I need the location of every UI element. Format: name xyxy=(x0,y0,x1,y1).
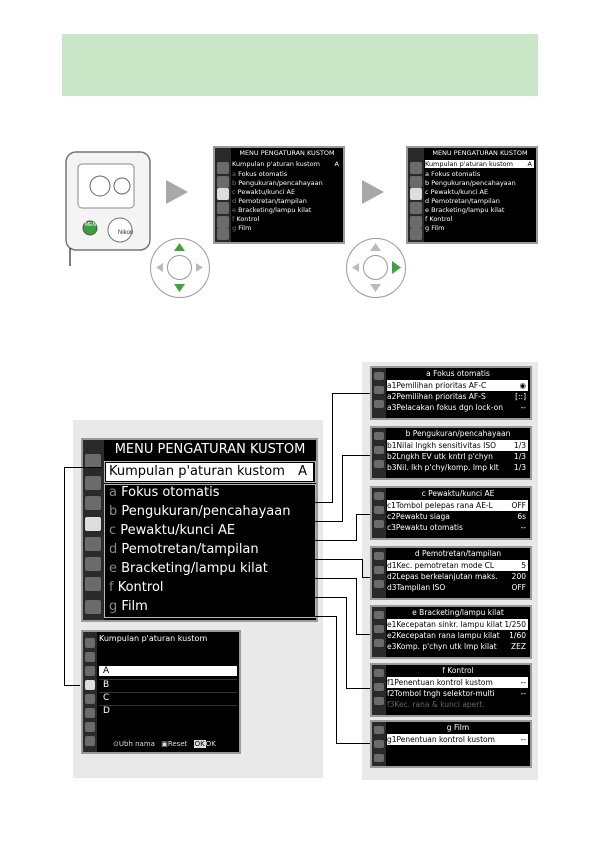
rename-icon: ⊙ xyxy=(113,740,119,748)
main-menu-item[interactable]: b Pengukuran/pencahayaan xyxy=(109,504,291,519)
ok-icon: OK xyxy=(194,740,205,748)
submenu-row[interactable]: f3Kec. rana & kunci apert. xyxy=(387,700,485,709)
arrow-right-icon xyxy=(166,180,188,209)
submenu-screen xyxy=(370,486,532,540)
my-menu-icon xyxy=(85,577,101,591)
connector-line xyxy=(64,685,80,686)
submenu-row[interactable]: e2Kecepatan rana lampu kilat 1/60 xyxy=(387,631,526,640)
submenu-row[interactable]: f2Tombol tngh selektor-multi -- xyxy=(387,689,526,698)
small-menu-item[interactable]: e Bracketing/lampu kilat xyxy=(425,206,505,214)
shooting-menu-icon xyxy=(85,476,101,490)
small-menu-screen-2 xyxy=(406,146,538,244)
small-menu-item[interactable]: f Kontrol xyxy=(232,215,260,223)
connector-line xyxy=(362,559,363,577)
submenu-screen xyxy=(370,546,532,600)
submenu-title: f Kontrol xyxy=(442,666,474,675)
small-menu-title: MENU PENGATURAN KUSTOM xyxy=(239,149,335,157)
multi-selector-right-icon xyxy=(346,238,406,298)
small-menu-item[interactable]: a Fokus otomatis xyxy=(425,170,481,178)
submenu-title: b Pengukuran/pencahayaan xyxy=(405,429,511,438)
small-menu-item[interactable]: b Pengukuran/pencahayaan xyxy=(232,179,323,187)
submenu-row[interactable]: d3Tampilan ISO OFF xyxy=(387,583,526,592)
bank-menu-title: Kumpulan p'aturan kustom xyxy=(99,634,208,643)
main-menu-title: MENU PENGATURAN KUSTOM xyxy=(114,442,306,457)
small-menu-screen-1 xyxy=(213,146,345,244)
connector-line xyxy=(300,502,332,503)
help-icon xyxy=(85,736,95,746)
connector-line xyxy=(336,616,337,743)
submenu-screen xyxy=(370,720,532,768)
submenu-row[interactable]: c3Pewaktu otomatis -- xyxy=(387,523,526,532)
main-menu-item[interactable]: e Bracketing/lampu kilat xyxy=(109,561,268,576)
connector-line xyxy=(342,455,370,456)
small-menu-item[interactable]: g Film xyxy=(232,224,252,232)
connector-line xyxy=(300,597,346,598)
small-menu-title: MENU PENGATURAN KUSTOM xyxy=(432,149,528,157)
submenu-row[interactable]: d2Lepas berkelanjutan maks. 200 xyxy=(387,572,526,581)
submenu-row[interactable]: e3Komp. p'chyn utk lmp kilat ZEZ xyxy=(387,642,526,651)
bank-option-c[interactable]: C xyxy=(99,692,237,703)
pencil-icon xyxy=(85,680,95,690)
main-menu-bank-row[interactable]: Kumpulan p'aturan kustom A xyxy=(106,463,313,481)
main-menu-screen xyxy=(81,438,318,622)
submenu-row[interactable]: b3Nil. lkh p'chy/komp. lmp klt 1/3 xyxy=(387,463,526,472)
multi-selector-up-down-icon xyxy=(150,238,210,298)
submenu-row[interactable]: d1Kec. pemotretan mode CL 5 xyxy=(387,561,526,570)
connector-line xyxy=(64,467,65,685)
small-menu-bank-row[interactable]: Kumpulan p'aturan kustom A xyxy=(232,160,339,168)
small-menu-item[interactable]: c Pewaktu/kunci AE xyxy=(232,188,296,196)
submenu-row[interactable]: e1Kecepatan sinkr. lampu kilat 1/250 xyxy=(387,620,526,629)
submenu-row[interactable]: a1Pemilihan prioritas AF-C ◉ xyxy=(387,381,526,390)
submenu-row[interactable]: a2Pemilihan prioritas AF-S [::] xyxy=(387,392,526,401)
submenu-row[interactable]: b1Nilai lngkh sensitivitas ISO 1/3 xyxy=(387,441,526,450)
bank-row-outline xyxy=(104,461,316,483)
submenu-screen xyxy=(370,366,532,420)
connector-line xyxy=(300,521,342,522)
connector-line xyxy=(356,634,370,635)
submenu-title: d Pemotretan/tampilan xyxy=(414,549,502,558)
pencil-icon xyxy=(410,188,422,200)
bank-menu-footer: ⊙Ubh nama ▣Reset OKOK xyxy=(113,740,216,748)
pencil-icon xyxy=(217,188,229,200)
reset-icon: ▣ xyxy=(161,740,168,748)
small-menu-item[interactable]: d Pemotretan/tampilan xyxy=(232,197,307,205)
main-menu-item[interactable]: a Fokus otomatis xyxy=(109,485,220,500)
connector-line xyxy=(64,467,102,468)
connector-line xyxy=(300,559,362,560)
submenu-row[interactable]: f1Penentuan kontrol kustom -- xyxy=(387,678,526,687)
small-menu-item[interactable]: d Pemotretan/tampilan xyxy=(425,197,500,205)
bank-menu-screen xyxy=(81,630,241,754)
submenu-row[interactable]: a3Pelacakan fokus dgn lock-on -- xyxy=(387,403,526,412)
small-menu-bank-row[interactable]: Kumpulan p'aturan kustom A xyxy=(425,160,532,168)
submenu-screen xyxy=(370,605,532,659)
submenu-title: c Pewaktu/kunci AE xyxy=(421,489,495,498)
small-menu-item[interactable]: e Bracketing/lampu kilat xyxy=(232,206,312,214)
retouch-icon xyxy=(85,557,101,571)
connector-line xyxy=(300,540,356,541)
connector-line xyxy=(346,688,370,689)
small-menu-item[interactable]: a Fokus otomatis xyxy=(232,170,288,178)
connector-line xyxy=(356,578,357,634)
connector-line xyxy=(300,578,356,579)
connector-line xyxy=(356,514,357,541)
help-icon xyxy=(85,600,101,614)
connector-line xyxy=(342,455,343,522)
submenu-row[interactable]: g1Penentuan kontrol kustom -- xyxy=(387,735,526,744)
camera-menu-button-label: MENU xyxy=(85,222,100,228)
main-menu-item[interactable]: d Pemotretan/tampilan xyxy=(109,542,259,557)
pencil-icon xyxy=(85,517,101,531)
camera-illustration xyxy=(62,148,154,274)
bank-option-b[interactable]: B xyxy=(99,679,237,690)
small-menu-item[interactable]: c Pewaktu/kunci AE xyxy=(425,188,489,196)
arrow-right-icon xyxy=(362,180,384,209)
bank-option-a[interactable]: A xyxy=(99,666,237,676)
main-menu-item[interactable]: f Kontrol xyxy=(109,580,164,595)
connector-line xyxy=(332,393,333,503)
connector-line xyxy=(362,577,370,578)
connector-line xyxy=(356,514,370,515)
small-menu-item[interactable]: g Film xyxy=(425,224,445,232)
movie-menu-icon xyxy=(85,496,101,510)
connector-line xyxy=(336,743,370,744)
connector-line xyxy=(346,597,347,688)
wrench-icon xyxy=(85,537,101,551)
connector-line xyxy=(300,616,336,617)
items-outline xyxy=(104,484,316,618)
header-banner xyxy=(62,34,538,96)
submenu-title: g Film xyxy=(446,723,470,732)
submenu-screen xyxy=(370,426,532,480)
connector-line xyxy=(332,393,370,394)
submenu-title: a Fokus otomatis xyxy=(426,369,490,378)
submenu-screen xyxy=(370,663,532,717)
bank-option-d[interactable]: D xyxy=(99,705,237,716)
submenu-row[interactable]: c1Tombol pelepas rana AE-L OFF xyxy=(387,501,526,510)
main-menu-item[interactable]: c Pewaktu/kunci AE xyxy=(109,523,236,538)
main-menu-item[interactable]: g Film xyxy=(109,599,148,614)
submenu-row[interactable]: c2Pewaktu siaga 6s xyxy=(387,512,526,521)
small-menu-item[interactable]: b Pengukuran/pencahayaan xyxy=(425,179,516,187)
submenu-row[interactable]: b2Lngkh EV utk kntrl p'chyn 1/3 xyxy=(387,452,526,461)
small-menu-item[interactable]: f Kontrol xyxy=(425,215,453,223)
camera-brand-label: Nikon xyxy=(118,230,134,236)
playback-menu-icon xyxy=(85,454,101,468)
submenu-title: e Bracketing/lampu kilat xyxy=(412,608,504,617)
